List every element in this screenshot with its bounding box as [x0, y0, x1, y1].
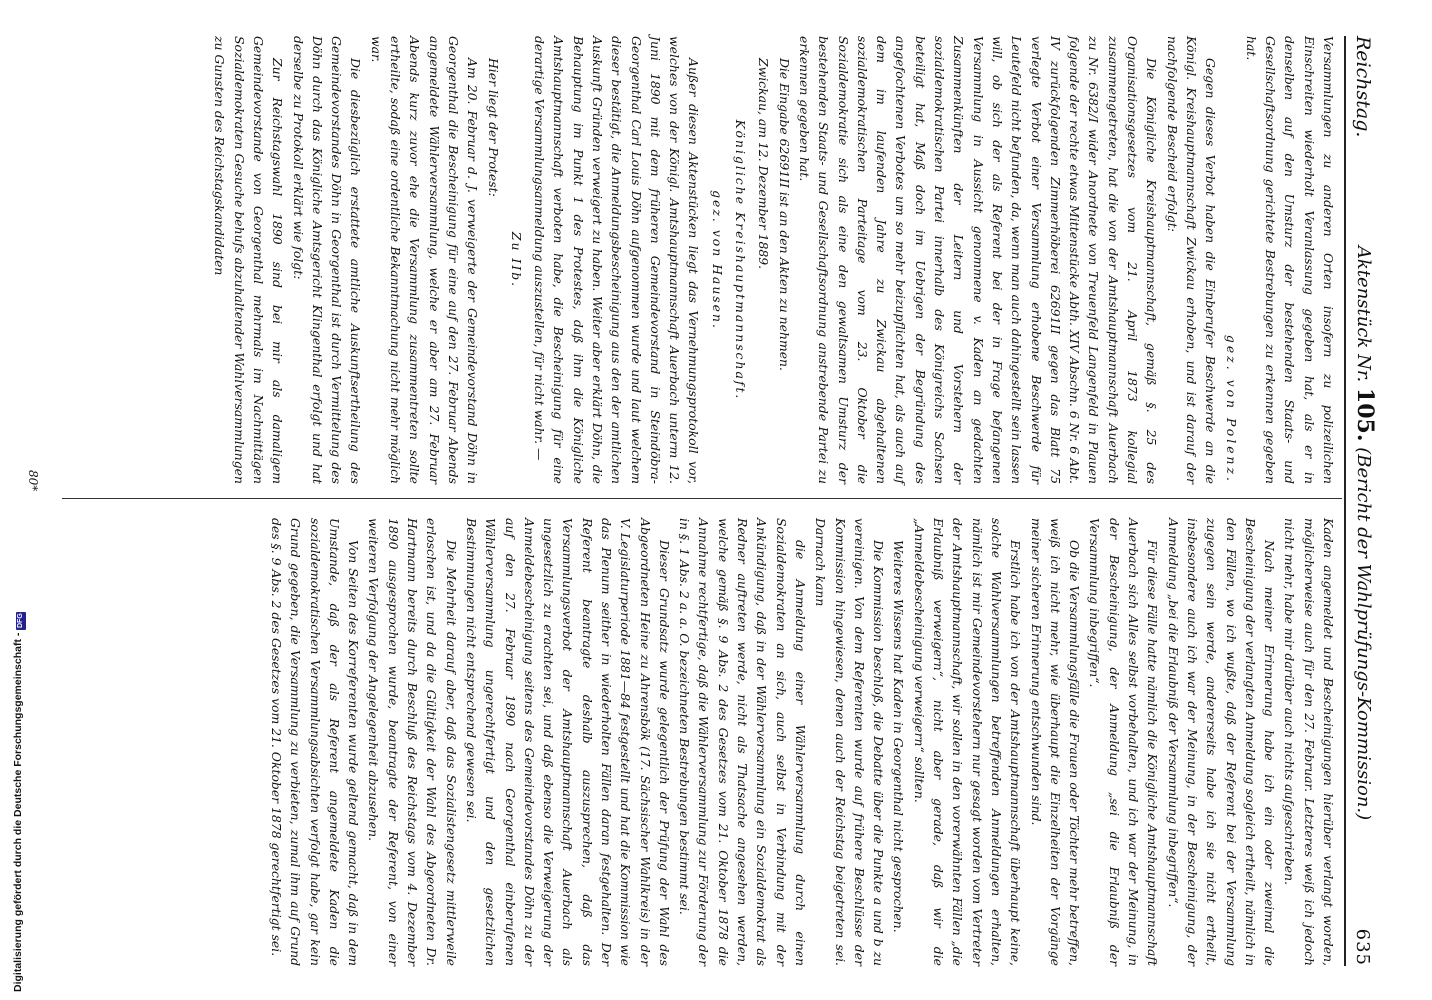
right-column — [266, 518, 1338, 966]
paragraph: Am 20. Februar d. J. verweigerte der Gemeindevorstand Döhn in Georgenthal die Bescheinigung für eine auf den 27. Februar Abends angemeldete Wählerversammlung, welche er aber am 27. Februar Abends kurz zuvor ehe die Versammlung zusammentreten sollte ertheilte, sodaß eine ordentliche Bekanntmachung nicht mehr möglich war. — [368, 36, 481, 484]
paragraph: Außer diesen Aktenstücken liegt das Vernehmungsprotokoll vor, welches von der Königl. Amtshauptmannschaft Auerbach unterm 12. Juni 1890 mit dem früheren Gemeindevorstand in Steindöbra-Georgenthal Carl Louis Döhn aufgenommen wurde und laut welchem dieser bestätigt, die Anmeldungsbescheinigung aus den der amtlichen Auskunft Gründen verweigert zu haben. Weiter aber erklärt Döhn, die Behauptung im Punkt 1 des Protestes, daß ihm die Königliche Amtshauptmannschaft verboten habe, die Bescheinigung für eine derartige Versammlungsanmeldung auszustellen, für nicht wahr. — — [532, 36, 702, 484]
header-prefix: Aktenstück Nr. — [1353, 245, 1374, 383]
dateline: Zwickau, am 12. Dezember 1889. — [756, 58, 772, 270]
paragraph: Dieser Grundsatz wurde gelegentlich der Prüfung der Wahl des Abgeordneten Heine zu Ahrensbök (17. Sächsischer Wahlkreis) in der V. Legislaturperiode 1881—84 festgestellt und hat die Kommission wie das Plenum seither in wiederholten Fällen daran festgehalten. Der Referent beantragte deshalb auszusprechen, daß das Versammlungsverbot der Amtshauptmannschaft Auerbach als ungesetzlich zu erachten sei, und daß ebenso die Verweigerung der Anmeldebescheinigung seitens des Gemeindevorstandes Döhn zu der auf den 27. Februar 1890 nach Georgenthal einberufenen Wählerversammlung ungerechtfertigt und den gesetzlichen Bestimmungen nicht entsprechend gewesen sei. — [463, 518, 672, 966]
paragraph: Die Eingabe 62691II ist an den Akten zu nehmen. — [776, 58, 792, 371]
paragraph: Von Seiten des Korreferenten wurde geltend gemacht, daß in dem Umstande, daß der als Referent angemeldete Kaden die sozialdemokratischen Versammlungsabsichten verfolgt habe, gar kein Grund gegeben, die Versammlung zu verbieten, zumal ihm auf Grund des §. 9 Abs. 2 des Gesetzes vom 21. Oktober 1878 gerechtfertigt sei. — [268, 518, 362, 966]
page-header — [1344, 36, 1392, 966]
signature-mark: 80* — [26, 470, 40, 492]
paragraph: Nach meiner Erinnerung habe ich ein oder zweimal die Bescheinigung der verlangten Anmeldung sogleich ertheilt, nämlich in den Fällen, wo ich wußte, daß der Referent bei der Versammlung zugegen sein werde, andererseits habe ich sie nicht ertheilt, insbesondere auch ich war der Meinung, in der Bescheinigung, der Anmeldung „bei die Erlaubniß der Versammlung inbegriffen“. — [1165, 518, 1278, 966]
paragraph: Die Kommission beschloß, die Debatte über die Punkte a und b zu vereinigen. Von dem Referenten wurde auf frühere Beschlüsse der Kommission hingewiesen, denen auch der Reichstag beigetreten sei. Darnach kann — [813, 518, 887, 966]
page-number: 635 — [1352, 928, 1373, 966]
paragraph: Für diese Fälle hatte nämlich die Königliche Amtshauptmannschaft Auerbach sich Alles selbst vorbehalten, und ich war der Meinung, in der Bescheinigung, der Anmeldung „sei die Erlaubniß der Versammlung inbegriffen“. — [1087, 518, 1161, 966]
section-heading: Zu IIb. — [508, 231, 524, 289]
column-divider — [62, 498, 1342, 499]
paragraph: Die Mehrheit darauf aber, daß das Sozialistengesetz mittlerweile erloschen ist, und da die Gültigkeit der Wahl des Abgeordneten Dr. Hartmann bereits durch Beschluß des Reichstags vom 4. Dezember 1890 ausgesprochen wurde, beantragte der Referent, von einer weiteren Verfolgung der Angelegenheit abzusehen. — [366, 518, 459, 966]
header-left: Reichstag. — [1352, 36, 1374, 138]
paragraph: Zur Reichstagswahl 1890 sind bei mir als damaligem Gemeindevorstande von Georgenthal mehrmals im Nachmittägen Sozialdemokraten Gesuche behufs abzuhaltender Wahlversammlungen zu Gunsten des Reichstagskandidaten — [212, 36, 286, 484]
signature: gez. von Hausen. — [709, 190, 725, 330]
signature: gez. von Polenz. — [1223, 334, 1239, 484]
paragraph: Die diesbezüglich erstattete amtliche Auskunftsertheilung des Gemeindevorstandes Döhn in Georgenthal ist durch Vermittelung des Döhn durch das Königliche Amtsgericht Klingenthal erfolgt und hat derselbe zu Protokoll erklärt wie folgt: — [290, 36, 364, 484]
paragraph: Erstlich habe ich von der Amtshauptmannschaft überhaupt keine, solche Wahlversammlungen betreffenden Anmeldungen erhalten, nämlich ist mir Gemeindevorstehern nur gesagt worden vom Vertreter der Amtshauptmannschaft, wir sollen in den vorerwähnten Fällen „die Erlaubniß verweigern“, nicht aber gerade, daß wir die „Anmeldebescheinigung verweigern“ sollten. — [911, 518, 1024, 966]
header-center — [1352, 246, 1378, 820]
document-number: 105. — [1352, 387, 1378, 442]
paragraph: Versammlungen zu anderen Orten insofern zu polizeilichen Einschreiten wiederholt Veranlassung gegeben hat, als er in denselben auf den Umsturz der bestehenden Staats- und Gesellschaftsordnung gerichtete Bestrebungen zu erkennen gegeben hat. — [1243, 36, 1336, 484]
header-right: (Bericht der Wahlprüfungs-Kommission.) — [1353, 447, 1374, 821]
paragraph: Weiteres Wissens hat Kaden in Georgenthal nicht gesprochen. — [891, 540, 907, 933]
digitization-credit — [12, 612, 26, 992]
paragraph: Die Königliche Kreishauptmannschaft, gemäß §. 25 des Organisationsgesetzes vom 21. April 1873 kollegial zusammengetreten, hat die von der Amtshauptmannschaft Auerbach zu Nr. 6382/I wider Anordnete von Treuenfeld Langenfeld in Plauen folgende der rechte etwas Mittenstücke Abth. XIV Abschn. 6 Nr. 6 Abt. IV zurückfolgenden Zimmerhöberei 62691II gegen das Blatt 75 verlegte Verbot einer Versammlung erhobene Beschwerde für Leutefeld nicht befunden, da, wenn man auch dahingestellt sein lassen will, ob sich der als Referent bei der in Frage befangenen Versammlung in Aussicht genommene v. Kaden an gedachten Zusammenkünften der Leitern und Vorstehern der sozialdemokratischen Partei innerhalb des Königreichs Sachsen beteiligt hat, Maß doch im Uebrigen der Begründung des angefochtenen Verbotes um so mehr beizupflichten hat, als auch auf dem im laufenden Jahre zu Zwickau abgehaltenen sozialdemokratischen Parteitage vom 23. Oktober die Sozialdemokratie sich als eine den gewaltsamen Umsturz der bestehenden Staats- und Gesellschaftsordnung anstrebende Partei zu erkennen gegeben hat. — [796, 36, 1160, 484]
dfg-logo-icon: DFG — [17, 613, 24, 628]
credit-text: Digitalisierung gefördert durch die Deutsche Forschungsgemeinschaft - — [12, 632, 24, 992]
paragraph: Hier liegt der Protest: — [485, 58, 501, 197]
paragraph: Gegen dieses Verbot haben die Einberufer Beschwerde an die Königl. Kreishauptmannschaft Zwickau erhoben, und ist darauf der nachfolgende Bescheid erfolgt: — [1164, 36, 1219, 484]
paragraph: Kaden angemeldet und Bescheinigungen hierüber verlangt worden, möglicherweise auch für den 27. Februar. Letzteres weiß ich jedoch nicht mehr, habe mir darüber auch nichts aufgeschrieben. — [1282, 518, 1336, 966]
paragraph: Ob die Versammlungsfälle die Frauen oder Töchter mehr betreffen, weiß ich nicht mehr, wie überhaupt die Einzelheiten der Vorgänge meiner sicheren Erinnerung entschwunden sind. — [1028, 518, 1083, 966]
left-column — [209, 36, 1338, 484]
paragraph: die Anmeldung einer Wählerversammlung durch einen Sozialdemokraten an sich, auch selbst in Verbindung mit der Ankündigung, daß in der Wählerversammlung ein Sozialdemokrat als Redner auftreten werde, nicht als Thatsache angesehen werden, welche gemäß §. 9 Abs. 2 des Gesetzes vom 21. Oktober 1878 die Annahme rechtfertige, daß die Wählerversammlung zur Förderung der in §. 1 Abs. 2 a. a. O. bezeichneten Bestrebungen bestimmt sei. — [677, 518, 808, 966]
authority-line: Königliche Kreishauptmannschaft. — [733, 119, 749, 401]
